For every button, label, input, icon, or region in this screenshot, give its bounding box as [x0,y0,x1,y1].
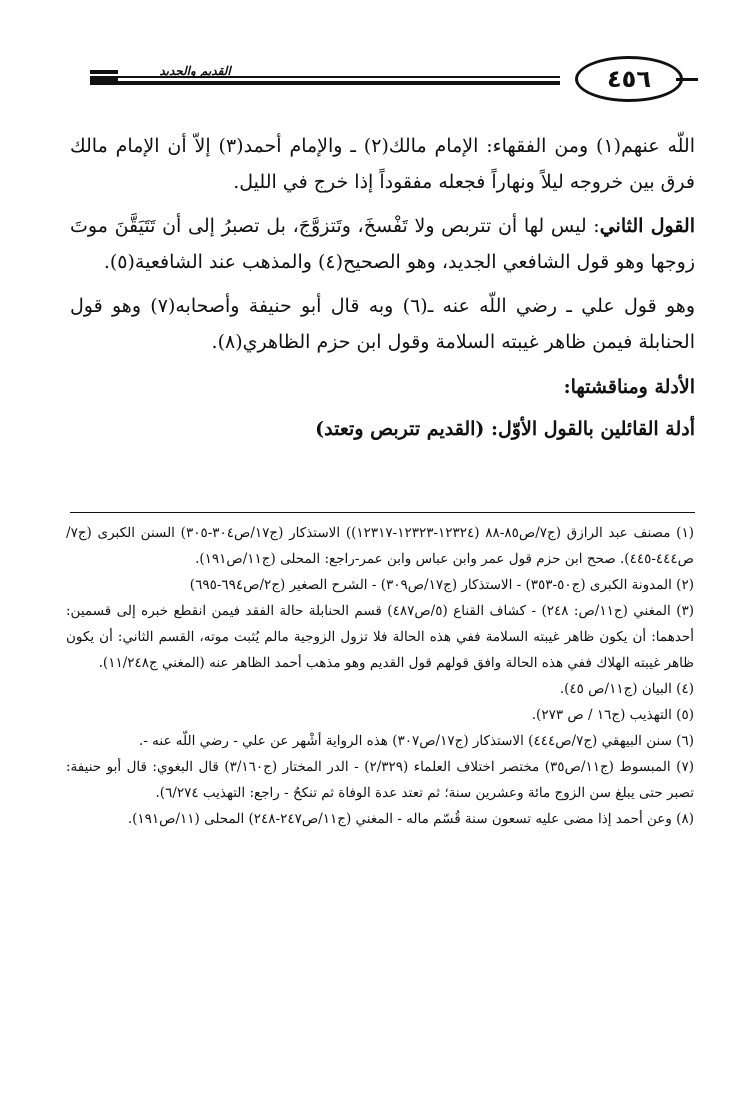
footnote-5: (٥) التهذيب (ج١٦ / ص ٢٧٣). [531,707,694,723]
section-heading: الأدلة ومناقشتها: [563,376,695,398]
running-title: القديم والجديد [159,64,231,78]
footnotes [66,520,694,832]
header-rule-thick [90,81,560,85]
footnote-2: (٢) المدونة الكبرى (ج٥٠-٣٥٣) - الاستذكار (ج١٧/ص٣٠٩) - الشرح الصغير (ج٢/ص٦٩٤-٦٩٥) [189,577,694,593]
subsection-heading: أدلة القائلين بالقول الأوّل: (القديم تتربص وتعتد) [315,418,695,440]
footnote-6: (٦) سنن البيهقي (ج٧/ص٤٤٤) الاستذكار (ج١٧/ص٣٠٧) هذه الرواية أشْهر عن علي - رضي اللّه عنه -. [139,733,694,749]
header-ornament-tail [676,78,698,81]
footnote-7: (٧) المبسوط (ج١١/ص٣٥) مختصر اختلاف العلماء (٢/٣٢٩) - الدر المختار (ج٣/١٦٠) قال البغوي: قال أبو حنيفة: تصبر حتى يبلغ سن الزوج مائة وعشرين سنة؛ ثم تعتد عدة الوفاة ثم تنكحُ - راجع: التهذيب ٦/٢٧٤). [66,759,694,801]
paragraph-3: وهو قول علي ـ رضي اللّه عنه ـ(٦) وبه قال أبو حنيفة وأصحابه(٧) وهو قول الحنابلة فيمن ظاهر غيبته السلامة وقول ابن حزم الظاهري(٨). [70,295,695,353]
footnote-1: (١) مصنف عبد الرازق (ج٧/ص٨٥-٨٨ (١٢٣٢٤-١٢٣٢٣-١٢٣١٧)) الاستذكار (ج١٧/ص٣٠٤-٣٠٥) السنن الكبرى (ج٧/ص٤٤٤-٤٤٥). صحح ابن حزم قول عمر وابن عباس وابن عمر-راجع: المحلى (ج١١/ص١٩١). [66,525,694,567]
page-number: ٤٥٦ [575,56,683,102]
main-text [70,128,695,452]
paragraph-1: اللّه عنهم(١) ومن الفقهاء: الإمام مالك(٢) ـ والإمام أحمد(٣) إلاّ أن الإمام مالك فرق بين خروجه ليلاً ونهاراً فجعله مفقوداً إذا خرج في الليل. [70,135,695,193]
footnote-8: (٨) وعن أحمد إذا مضى عليه تسعون سنة قُسّم ماله - المغني (ج١١/ص٢٤٧-٢٤٨) المحلى (١١/ص١٩١). [127,811,694,827]
second-opinion-label: القول الثاني [599,215,695,237]
footnote-4: (٤) البيان (ج١١/ص ٤٥). [559,681,694,697]
second-opinion-text: : ليس لها أن تتربص ولا تَفْسخَ، وتَتزوَّجَ، بل تصبرُ إلى أن تَتَيَقَّنَ موتَ زوجها وهو قول الشافعي الجديد، وهو الصحيح(٤) والمذهب عند الشافعية(٥). [70,215,695,273]
page-header [0,48,755,104]
footnote-separator [70,512,695,513]
footnote-3: (٣) المغني (ج١١/ص: ٢٤٨) - كشاف القناع (٥/ص٤٨٧) قسم الحنابلة حالة الفقد فيمن انقطع خبره إلى قسمين: أحدهما: أن يكون ظاهر غيبته السلامة ففي هذه الحالة فلا تزول الزوجية مالم يُثبت موته، القسم الثاني: أن يكون ظاهر غيبته الهلاك ففي هذه الحالة وافق قولهم قول القديم وهو مذهب أحمد الظاهر عنه (المغني ج١١/٢٤٨). [66,603,695,671]
paragraph-2 [70,208,695,280]
